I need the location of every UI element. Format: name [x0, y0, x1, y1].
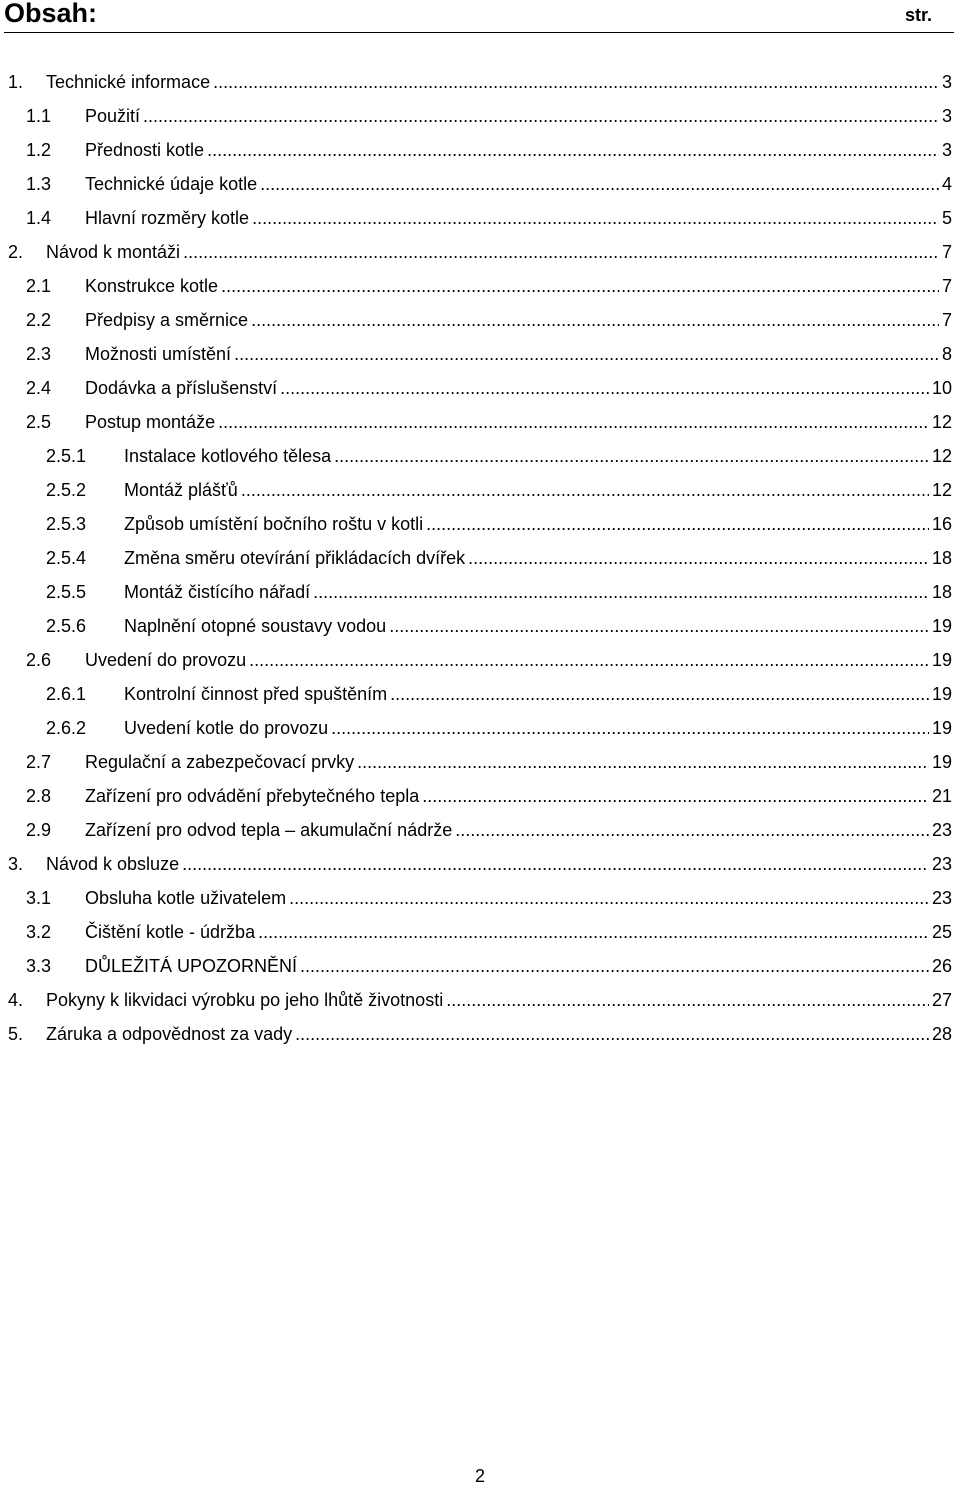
toc-entry-page: 12 [931, 412, 952, 432]
toc-entry-page: 10 [931, 378, 952, 398]
dot-leader [455, 813, 929, 847]
toc-entry-number: 3.1 [26, 888, 52, 908]
toc-entry-number: 2.6.1 [46, 684, 87, 704]
toc-entry-label: DŮLEŽITÁ UPOZORNĚNÍ [85, 956, 298, 976]
toc-entry-number: 2.5.6 [46, 616, 87, 636]
dot-leader [300, 949, 929, 983]
toc-entry[interactable] [0, 235, 960, 269]
toc-entry[interactable] [0, 337, 960, 371]
toc-entry[interactable] [0, 745, 960, 779]
toc-entry[interactable] [0, 439, 960, 473]
toc-entry-page: 21 [931, 786, 952, 806]
toc-entry-label: Zařízení pro odvod tepla – akumulační nádrže [85, 820, 453, 840]
toc-entry[interactable] [0, 303, 960, 337]
dot-leader [207, 133, 939, 167]
toc-entry-label: Uvedení do provozu [85, 650, 247, 670]
dot-leader [446, 983, 929, 1017]
toc-entry-number: 2.5.5 [46, 582, 87, 602]
toc-entry-number: 4. [8, 990, 24, 1010]
toc-entry-label: Technické informace [46, 72, 211, 92]
toc-entry[interactable] [0, 949, 960, 983]
dot-leader [258, 915, 929, 949]
dot-leader [331, 711, 929, 745]
toc-entry-number: 2. [8, 242, 24, 262]
dot-leader [218, 405, 929, 439]
toc-entry[interactable] [0, 541, 960, 575]
toc-entry-label: Změna směru otevírání přikládacích dvířek [124, 548, 466, 568]
page-title: Obsah: [4, 0, 98, 28]
page-column-label: str. [904, 5, 932, 25]
toc-entry-page: 3 [941, 106, 952, 126]
toc-entry-number: 2.8 [26, 786, 52, 806]
toc-entry-number: 1.2 [26, 140, 52, 160]
toc-entry-label: Použití [85, 106, 141, 126]
toc-header [0, 0, 960, 36]
toc-entry-label: Obsluha kotle uživatelem [85, 888, 287, 908]
dot-leader [422, 779, 929, 813]
toc-entry-page: 28 [931, 1024, 952, 1044]
toc-entry-page: 23 [931, 854, 952, 874]
toc-entry-number: 2.6.2 [46, 718, 87, 738]
dot-leader [251, 303, 939, 337]
dot-leader [389, 609, 929, 643]
toc-entry[interactable] [0, 983, 960, 1017]
toc-entry-label: Návod k montáži [46, 242, 181, 262]
toc-entry-page: 19 [931, 616, 952, 636]
toc-entry-number: 2.7 [26, 752, 52, 772]
toc-entry[interactable] [0, 473, 960, 507]
toc-entry[interactable] [0, 711, 960, 745]
table-of-contents [0, 65, 960, 1051]
toc-entry-label: Pokyny k likvidaci výrobku po jeho lhůtě životnosti [46, 990, 444, 1010]
toc-entry-number: 1. [8, 72, 24, 92]
dot-leader [313, 575, 929, 609]
toc-entry-number: 2.5.4 [46, 548, 87, 568]
toc-entry-page: 5 [941, 208, 952, 228]
toc-entry-label: Instalace kotlového tělesa [124, 446, 332, 466]
toc-entry[interactable] [0, 269, 960, 303]
toc-entry-page: 4 [941, 174, 952, 194]
toc-entry[interactable] [0, 915, 960, 949]
toc-entry[interactable] [0, 405, 960, 439]
toc-entry-number: 5. [8, 1024, 24, 1044]
toc-entry-page: 23 [931, 888, 952, 908]
dot-leader [390, 677, 929, 711]
toc-entry-label: Zařízení pro odvádění přebytečného tepla [85, 786, 420, 806]
toc-entry-number: 2.6 [26, 650, 52, 670]
toc-entry-number: 2.3 [26, 344, 52, 364]
toc-entry-label: Možnosti umístění [85, 344, 232, 364]
toc-entry[interactable] [0, 847, 960, 881]
toc-entry-page: 16 [931, 514, 952, 534]
toc-entry-page: 12 [931, 480, 952, 500]
toc-entry-label: Technické údaje kotle [85, 174, 258, 194]
toc-entry-number: 2.1 [26, 276, 52, 296]
toc-entry-number: 2.5.2 [46, 480, 87, 500]
dot-leader [241, 473, 929, 507]
dot-leader [221, 269, 939, 303]
toc-entry-page: 7 [941, 310, 952, 330]
toc-entry[interactable] [0, 609, 960, 643]
toc-entry-page: 8 [941, 344, 952, 364]
toc-entry[interactable] [0, 813, 960, 847]
dot-leader [357, 745, 929, 779]
toc-entry-number: 2.4 [26, 378, 52, 398]
toc-entry-label: Způsob umístění bočního roštu v kotli [124, 514, 424, 534]
dot-leader [182, 847, 929, 881]
toc-entry-number: 3.2 [26, 922, 52, 942]
toc-entry-label: Hlavní rozměry kotle [85, 208, 250, 228]
toc-entry-label: Návod k obsluze [46, 854, 180, 874]
toc-entry-number: 2.5 [26, 412, 52, 432]
dot-leader [252, 201, 939, 235]
dot-leader [183, 235, 939, 269]
toc-entry-label: Záruka a odpovědnost za vady [46, 1024, 293, 1044]
toc-entry-page: 7 [941, 276, 952, 296]
toc-entry-label: Naplnění otopné soustavy vodou [124, 616, 387, 636]
toc-entry[interactable] [0, 99, 960, 133]
toc-entry[interactable] [0, 133, 960, 167]
toc-entry-number: 2.5.3 [46, 514, 87, 534]
toc-entry-label: Montáž plášťů [124, 480, 238, 500]
toc-entry-number: 3.3 [26, 956, 52, 976]
toc-entry[interactable] [0, 371, 960, 405]
toc-entry-label: Dodávka a příslušenství [85, 378, 278, 398]
dot-leader [213, 65, 939, 99]
toc-entry-label: Regulační a zabezpečovací prvky [85, 752, 355, 772]
toc-entry-page: 3 [941, 140, 952, 160]
toc-entry[interactable] [0, 643, 960, 677]
toc-entry-page: 25 [931, 922, 952, 942]
toc-entry-label: Předpisy a směrnice [85, 310, 249, 330]
toc-entry-label: Kontrolní činnost před spuštěním [124, 684, 388, 704]
toc-entry-number: 1.4 [26, 208, 52, 228]
toc-entry-label: Přednosti kotle [85, 140, 205, 160]
page-number: 2 [474, 1466, 485, 1486]
toc-entry[interactable] [0, 677, 960, 711]
toc-entry-number: 1.3 [26, 174, 52, 194]
header-divider [4, 32, 954, 33]
toc-entry-page: 19 [931, 684, 952, 704]
toc-entry-label: Konstrukce kotle [85, 276, 219, 296]
dot-leader [334, 439, 929, 473]
dot-leader [468, 541, 929, 575]
toc-entry[interactable] [0, 881, 960, 915]
toc-entry-page: 12 [931, 446, 952, 466]
toc-entry-label: Montáž čistícího nářadí [124, 582, 311, 602]
toc-entry-label: Postup montáže [85, 412, 216, 432]
toc-entry-number: 3. [8, 854, 24, 874]
toc-entry-number: 2.2 [26, 310, 52, 330]
toc-entry-page: 19 [931, 650, 952, 670]
toc-entry-page: 18 [931, 582, 952, 602]
dot-leader [143, 99, 939, 133]
toc-entry-page: 19 [931, 752, 952, 772]
dot-leader [295, 1017, 929, 1051]
dot-leader [249, 643, 929, 677]
toc-entry-page: 3 [941, 72, 952, 92]
dot-leader [234, 337, 939, 371]
dot-leader [260, 167, 939, 201]
toc-entry-page: 19 [931, 718, 952, 738]
toc-entry[interactable] [0, 575, 960, 609]
toc-entry-page: 27 [931, 990, 952, 1010]
dot-leader [426, 507, 929, 541]
toc-entry[interactable] [0, 779, 960, 813]
toc-entry-page: 18 [931, 548, 952, 568]
toc-entry-label: Čištění kotle - údržba [85, 922, 256, 942]
toc-entry-page: 26 [931, 956, 952, 976]
toc-entry-page: 23 [931, 820, 952, 840]
toc-entry-page: 7 [941, 242, 952, 262]
toc-entry-number: 2.9 [26, 820, 52, 840]
dot-leader [280, 371, 929, 405]
toc-entry-number: 1.1 [26, 106, 52, 126]
toc-entry[interactable] [0, 65, 960, 99]
toc-entry[interactable] [0, 201, 960, 235]
dot-leader [289, 881, 929, 915]
toc-entry[interactable] [0, 507, 960, 541]
toc-entry-number: 2.5.1 [46, 446, 87, 466]
toc-entry[interactable] [0, 167, 960, 201]
toc-entry[interactable] [0, 1017, 960, 1051]
toc-entry-label: Uvedení kotle do provozu [124, 718, 329, 738]
